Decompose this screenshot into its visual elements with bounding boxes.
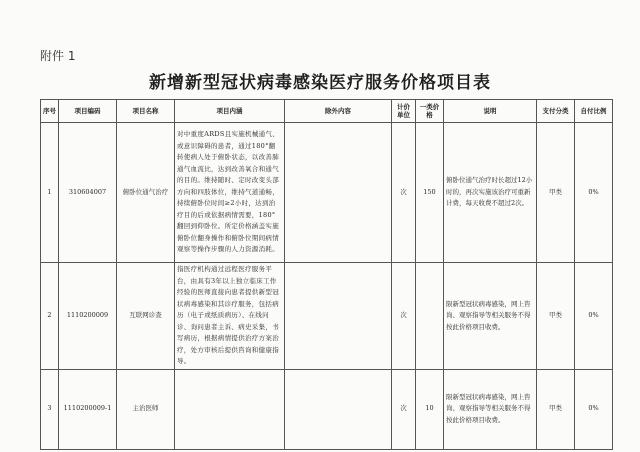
- cell-seq: 1: [41, 123, 59, 263]
- cell-notes: 俯卧位通气治疗时长超过12小时的，再次实施该治疗可重新计费，每天收费不超过2次。: [444, 123, 537, 263]
- cell-payment: 甲类: [537, 369, 575, 449]
- cell-name: 主治医师: [117, 369, 175, 449]
- cell-exclusions: [285, 369, 392, 449]
- cell-code: 1110200009-1: [59, 369, 117, 449]
- cell-content: 指医疗机构通过远程医疗服务平台，由具有3年以上独立临床工作经验的医师直接向患者提供新型冠状病毒感染和其诊疗服务，包括病历（电子或纸质病历）、在线问诊、询问患者主诉、病史采集，书写病历，根据病情提供治疗方案治疗，处方审核后提供咨询和健康指导。: [175, 263, 285, 370]
- cell-name: 互联网诊查: [117, 263, 175, 370]
- cell-name: 俯卧位通气治疗: [117, 123, 175, 263]
- header-name: 项目名称: [117, 100, 175, 123]
- cell-code: 1110200009: [59, 263, 117, 370]
- cell-content: [175, 369, 285, 449]
- cell-unit: 次: [392, 369, 416, 449]
- cell-notes: 限新型冠状病毒感染，网上咨询、观察指导等相关服务不得按此价格项目收费。: [444, 263, 537, 370]
- header-payment: 支付分类: [537, 100, 575, 123]
- header-price: 一类价格: [416, 100, 444, 123]
- cell-content: 对中重度ARDS且实施机械通气、或意识障碍的患者，通过180°翻转使病人处于俯卧状态，以改善肺通气血流比，达到改善氧合和通气的目的。维持随时、定时改变头部方向和四肢体位，维持气道通畅，持续俯卧位时间≥2小时，达到治疗目的后或依据病情需要，180°翻回到仰卧位。所定价格涵盖实施俯卧位翻身操作和俯卧位期间病情观察等操作步骤的人力资源消耗。: [175, 123, 285, 263]
- cell-unit: 次: [392, 123, 416, 263]
- header-notes: 说明: [444, 100, 537, 123]
- cell-exclusions: [285, 263, 392, 370]
- cell-seq: 2: [41, 263, 59, 370]
- price-table: [40, 99, 613, 450]
- cell-notes: 限新型冠状病毒感染，网上咨询、观察指导等相关服务不得按此价格项目收费。: [444, 369, 537, 449]
- cell-seq: 3: [41, 369, 59, 449]
- table-row: [41, 369, 613, 449]
- cell-payment: 甲类: [537, 123, 575, 263]
- cell-self-pay: 0%: [575, 123, 613, 263]
- cell-unit: 次: [392, 263, 416, 370]
- header-seq: 序号: [41, 100, 59, 123]
- page-title: 新增新型冠状病毒感染医疗服务价格项目表: [149, 73, 491, 93]
- attachment-label: 附件 1: [40, 49, 76, 63]
- header-content: 项目内涵: [175, 100, 285, 123]
- header-self-pay: 自付比例: [575, 100, 613, 123]
- cell-payment: 甲类: [537, 263, 575, 370]
- header-exclusions: 除外内容: [285, 100, 392, 123]
- table-header-row: [41, 100, 613, 123]
- cell-price: 10: [416, 369, 444, 449]
- header-code: 项目编码: [59, 100, 117, 123]
- cell-price: 150: [416, 123, 444, 263]
- table-row: [41, 263, 613, 370]
- cell-self-pay: 0%: [575, 369, 613, 449]
- table-row: [41, 123, 613, 263]
- cell-price: [416, 263, 444, 370]
- cell-code: 310604007: [59, 123, 117, 263]
- cell-self-pay: 0%: [575, 263, 613, 370]
- cell-exclusions: [285, 123, 392, 263]
- header-unit: 计价单位: [392, 100, 416, 123]
